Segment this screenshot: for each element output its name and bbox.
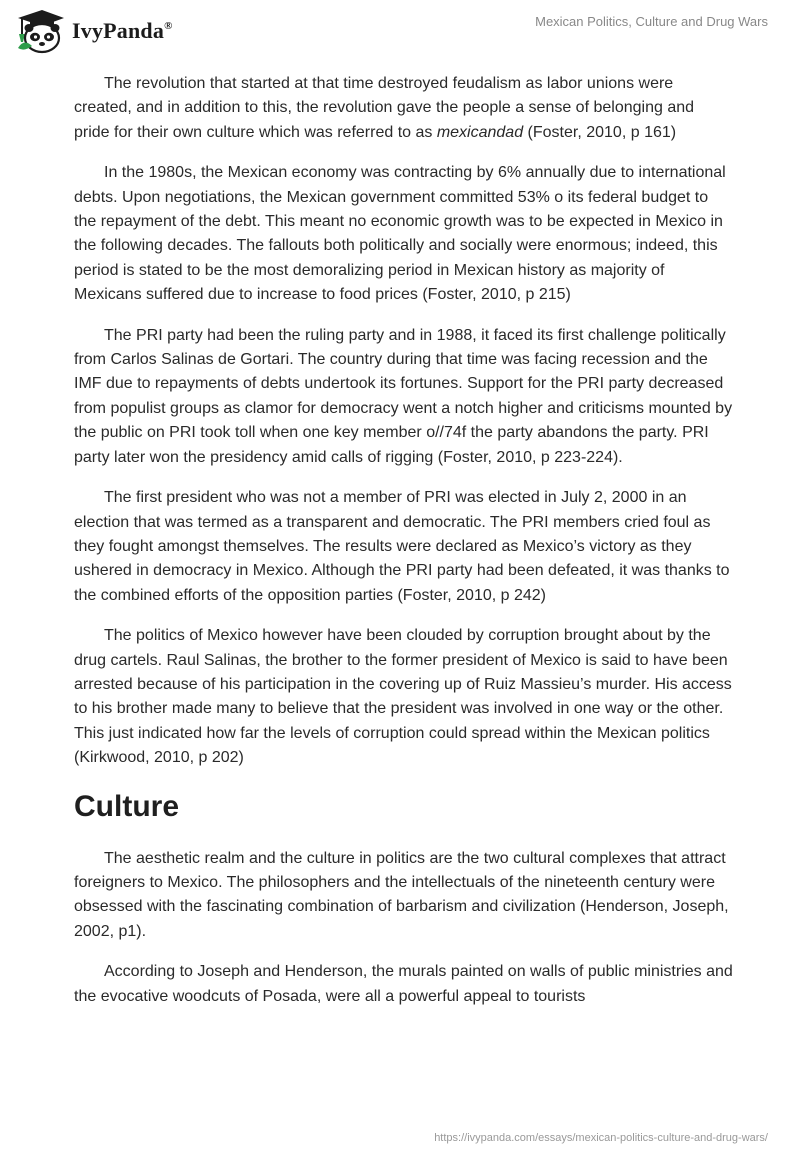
paragraph-election-2000: The first president who was not a member of PRI was elected in July 2, 2000 in an election that was termed as a transparent and democratic. The PRI members cried foul as they fought amongst themselves. The results were declared as Mexico’s victory as they ushered in democracy in Mexico. Although the PRI party had been defeated, it was thanks to the combined efforts of the opposition parties (Foster, 2010, p 242) <box>74 489 730 604</box>
brand-name: IvyPanda® <box>72 18 173 43</box>
page-header <box>0 0 800 60</box>
ivypanda-logo[interactable] <box>14 8 173 54</box>
paragraph-pri-1988: The PRI party had been the ruling party and in 1988, it faced its first challenge politically from Carlos Salinas de Gortari. The country during that time was facing recession and the IMF due to repayments of debts undertook its fortunes. Support for the PRI party decreased from populist groups as clamor for democracy went a notch higher and criticisms mounted by the public on PRI took toll when one key member o//74f the party abandons the party. PRI party later won the presidency amid calls of rigging (Foster, 2010, p 223-224). <box>74 326 733 466</box>
paragraph-economy-1980s: In the 1980s, the Mexican economy was contracting by 6% annually due to international debts. Upon negotiations, the Mexican government committed 53% o its federal budget to the repayment of the debt. This meant no economic growth was to be expected in Mexico in the following decades. The fallouts both politically and socially were enormous; indeed, this period is stated to be the most demoralizing period in Mexican history as majority of Mexicans suffered due to increase to food prices (Foster, 2010, p 215) <box>74 164 726 304</box>
paragraph-murals: According to Joseph and Henderson, the murals painted on walls of public ministries and the evocative woodcuts of Posada, were all a powerful appeal to tourists <box>74 963 733 1005</box>
panda-graduation-icon <box>14 8 66 54</box>
paragraph-revolution: The revolution that started at that time destroyed feudalism as labor unions were created, and in addition to this, the revolution gave the people a sense of belonging and pride for their own culture which was referred to as mexicandad (Foster, 2010, p 161) <box>74 75 695 141</box>
document-title: Mexican Politics, Culture and Drug Wars <box>535 14 768 29</box>
paragraph-corruption: The politics of Mexico however have been clouded by corruption brought about by the drug cartels. Raul Salinas, the brother to the former president of Mexico is said to have been arrested because of his participation in the covering up of Ruiz Massieu’s murder. His access to his brother made many to believe that the president was involved in one way or the other. This just indicated how far the levels of corruption could spread within the Mexican politics (Kirkwood, 2010, p 202) <box>74 627 732 767</box>
essay-body <box>74 72 734 1025</box>
heading-culture: Culture <box>74 789 179 823</box>
mexicandad-term: mexicandad <box>436 123 524 141</box>
paragraph-aesthetic-realm: The aesthetic realm and the culture in politics are the two cultural complexes that attract foreigners to Mexico. The philosophers and the intellectuals of the nineteenth century were obsessed with the fascinating combination of barbarism and civilization (Henderson, Joseph, 2002, p1). <box>74 849 729 940</box>
footer-url[interactable]: https://ivypanda.com/essays/mexican-politics-culture-and-drug-wars/ <box>434 1132 768 1144</box>
